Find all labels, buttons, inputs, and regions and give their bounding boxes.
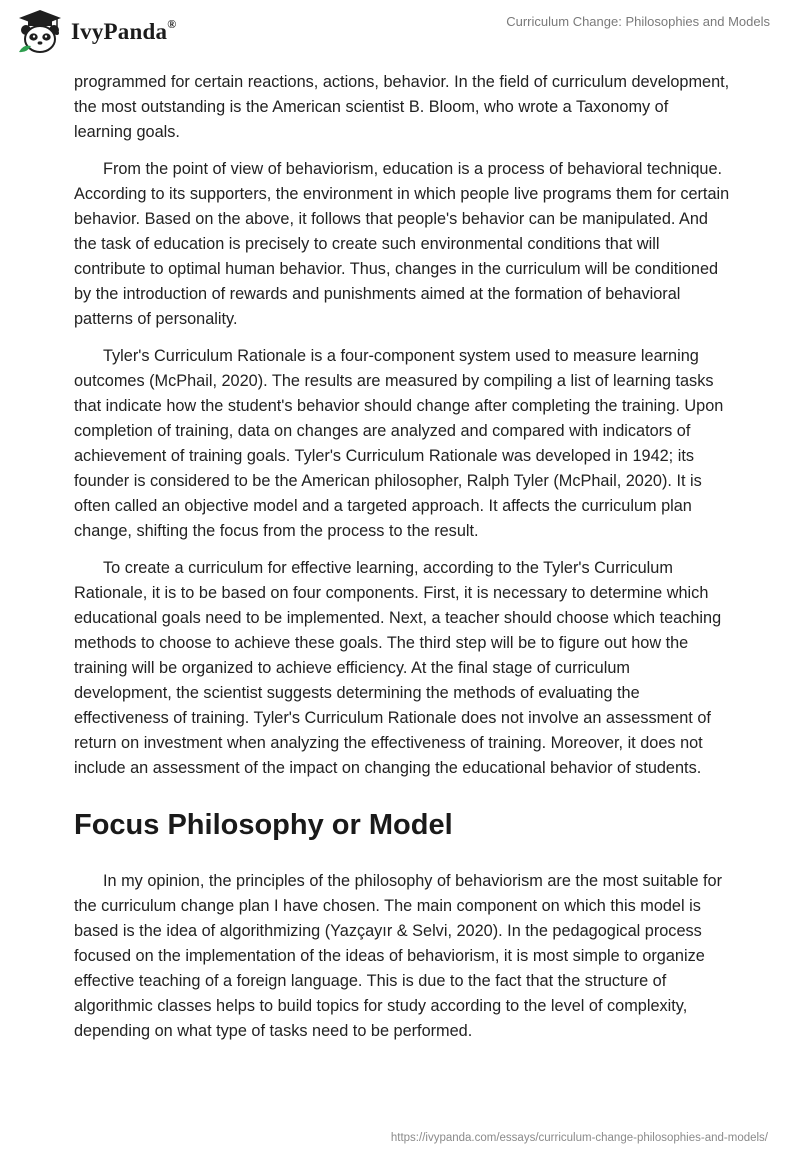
brand-name: IvyPanda® bbox=[71, 17, 177, 44]
essay-body bbox=[74, 70, 730, 1056]
document-title: Curriculum Change: Philosophies and Models bbox=[506, 14, 770, 29]
paragraph-5: In my opinion, the principles of the philosophy of behaviorism are the most suitable for the curriculum change plan I have chosen. The main component on which this model is based is the idea of algorithmizing (Yazçayır & Selvi, 2020). In the pedagogical process focused on the implementation of the ideas of behaviorism, it is most simple to organize effective teaching of a foreign language. This is due to the fact that the structure of algorithmic classes helps to build topics for study according to the level of complexity, depending on what type of tasks need to be performed. bbox=[74, 872, 723, 1040]
page-header bbox=[0, 0, 800, 62]
panda-graduate-icon bbox=[15, 8, 65, 56]
section-heading: Focus Philosophy or Model bbox=[74, 809, 453, 841]
ivypanda-logo[interactable] bbox=[15, 7, 215, 57]
paragraph-3: Tyler's Curriculum Rationale is a four-component system used to measure learning outcomes (McPhail, 2020). The results are measured by compiling a list of learning tasks that indicate how the student's behavior should change after completing the training. Upon completion of training, data on changes are analyzed and compared with indicators of achievement of training goals. Tyler's Curriculum Rationale was developed in 1942; its founder is considered to be the American philosopher, Ralph Tyler (McPhail, 2020). It is often called an objective model and a targeted approach. It affects the curriculum plan change, shifting the focus from the process to the result. bbox=[74, 347, 724, 540]
paragraph-1: programmed for certain reactions, actions, behavior. In the field of curriculum development, the most outstanding is the American scientist B. Bloom, who wrote a Taxonomy of learning goals. bbox=[74, 73, 730, 141]
paragraph-2: From the point of view of behaviorism, education is a process of behavioral technique. According to its supporters, the environment in which people live programs them for certain behavior. Based on the above, it follows that people's behavior can be manipulated. And the task of education is precisely to create such environmental conditions that will contribute to optimal human behavior. Thus, changes in the curriculum will be conditioned by the introduction of rewards and punishments aimed at the formation of behavioral patterns of personality. bbox=[74, 160, 730, 328]
paragraph-4: To create a curriculum for effective learning, according to the Tyler's Curriculum Rationale, it is to be based on four components. First, it is necessary to determine which educational goals need to be implemented. Next, a teacher should choose which teaching methods to choose to achieve these goals. The third step will be to figure out how the training will be organized to achieve efficiency. At the final stage of curriculum development, the scientist suggests determining the methods of evaluating the effectiveness of training. Tyler's Curriculum Rationale does not involve an assessment of return on investment when analyzing the effectiveness of training. Moreover, it does not include an assessment of the impact on changing the educational behavior of students. bbox=[74, 559, 722, 777]
source-url[interactable]: https://ivypanda.com/essays/curriculum-change-philosophies-and-models/ bbox=[390, 1132, 768, 1144]
